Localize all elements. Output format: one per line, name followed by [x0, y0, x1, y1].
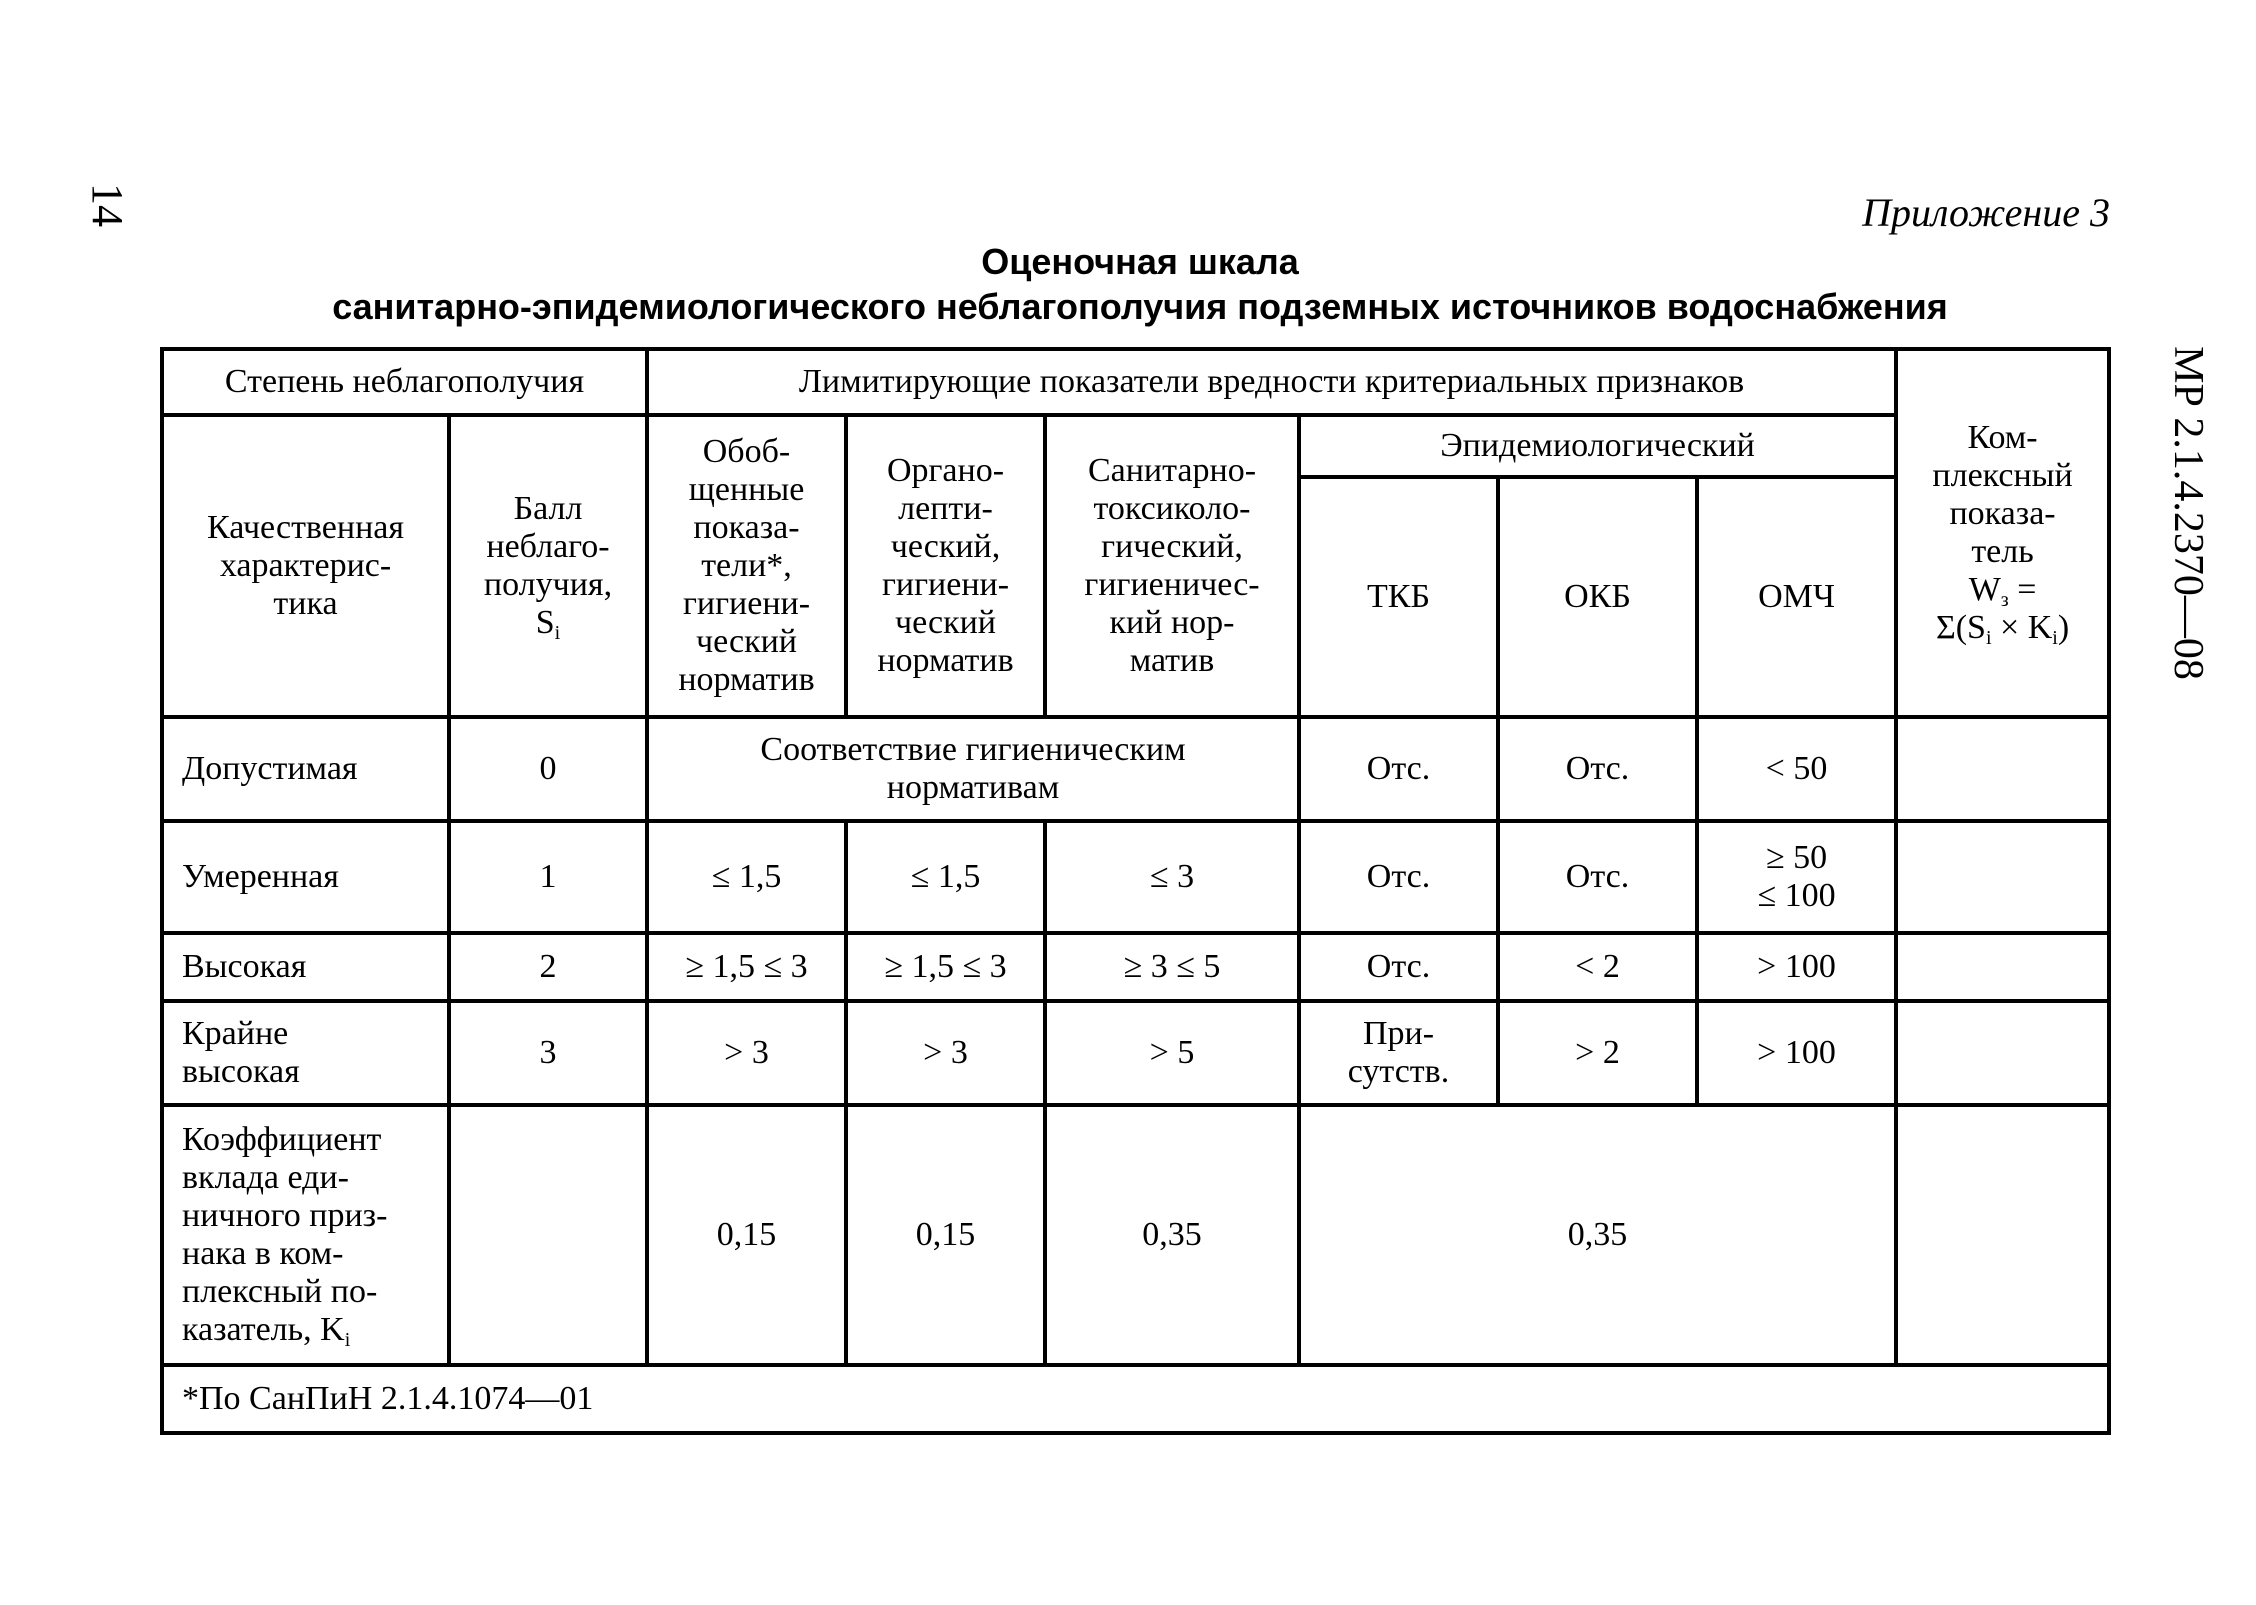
row-generalized: 0,15 — [647, 1105, 846, 1365]
header-qualitative: Качественная характерис- тика — [162, 415, 449, 717]
header-organoleptic: Органо- лепти- ческий, гигиени- ческий норматив — [846, 415, 1045, 717]
row-organoleptic: ≤ 1,5 — [846, 821, 1045, 933]
header-okb: ОКБ — [1498, 477, 1697, 717]
row-okb: Отс. — [1498, 717, 1697, 821]
row-merged-compliance: Соответствие гигиеническим нормативам — [647, 717, 1299, 821]
row-name: Умеренная — [162, 821, 449, 933]
row-score: 1 — [449, 821, 647, 933]
table-row — [162, 933, 2109, 1001]
row-name: Допустимая — [162, 717, 449, 821]
row-epidemiological: 0,35 — [1299, 1105, 1896, 1365]
table-title-line-1: Оценочная шкала — [981, 241, 1299, 282]
row-okb: Отс. — [1498, 821, 1697, 933]
table-row — [162, 717, 2109, 821]
row-tkb: Отс. — [1299, 821, 1498, 933]
row-generalized: > 3 — [647, 1001, 846, 1105]
header-limiting-indicators: Лимитирующие показатели вредности критериальных признаков — [647, 349, 1896, 415]
appendix-label: Приложение 3 — [1862, 190, 2110, 235]
row-complex — [1896, 821, 2109, 933]
table-row — [162, 1001, 2109, 1105]
header-degree: Степень неблагополучия — [162, 349, 647, 415]
row-tkb: Отс. — [1299, 717, 1498, 821]
row-generalized: ≥ 1,5 ≤ 3 — [647, 933, 846, 1001]
header-sanitary-toxicological: Санитарно- токсиколо- гический, гигиеничес- кий нор- матив — [1045, 415, 1299, 717]
row-score: 0 — [449, 717, 647, 821]
header-score: Балл неблаго- получия, $S_i$ — [449, 415, 647, 717]
row-tkb: При- сутств. — [1299, 1001, 1498, 1105]
document-code: МР 2.1.4.2370—08 — [2165, 346, 2211, 680]
row-generalized: ≤ 1,5 — [647, 821, 846, 933]
row-sanitary: ≥ 3 ≤ 5 — [1045, 933, 1299, 1001]
row-score: 2 — [449, 933, 647, 1001]
table-row — [162, 821, 2109, 933]
header-generalized: Обоб- щенные показа- тели*, гигиени- ческий норматив — [647, 415, 846, 717]
header-complex-indicator: Ком- плексный показа- тель $W_з$ = $\Sigma(S_i \times K_i)$ — [1896, 349, 2109, 717]
table-title-line-2: санитарно-эпидемиологического неблагополучия подземных источников водоснабжения — [332, 286, 1948, 327]
row-sanitary: ≤ 3 — [1045, 821, 1299, 933]
row-complex — [1896, 717, 2109, 821]
row-score — [449, 1105, 647, 1365]
footnote-row — [162, 1365, 2109, 1433]
row-okb: > 2 — [1498, 1001, 1697, 1105]
row-complex — [1896, 1105, 2109, 1365]
header-epidemiological: Эпидемиологический — [1299, 415, 1896, 477]
row-omch: < 50 — [1697, 717, 1896, 821]
row-sanitary: 0,35 — [1045, 1105, 1299, 1365]
row-name: Коэффициент вклада еди- ничного приз- нака в ком- плексный по- казатель, $K_i$ — [162, 1105, 449, 1365]
row-complex — [1896, 933, 2109, 1001]
row-okb: < 2 — [1498, 933, 1697, 1001]
row-omch: > 100 — [1697, 1001, 1896, 1105]
page-number: 14 — [83, 183, 132, 227]
footnote: *По СанПиН 2.1.4.1074—01 — [162, 1365, 2109, 1433]
row-omch: > 100 — [1697, 933, 1896, 1001]
row-sanitary: > 5 — [1045, 1001, 1299, 1105]
row-organoleptic: ≥ 1,5 ≤ 3 — [846, 933, 1045, 1001]
row-score: 3 — [449, 1001, 647, 1105]
row-omch: ≥ 50 ≤ 100 — [1697, 821, 1896, 933]
header-row-2 — [162, 415, 2109, 477]
row-name: Крайне высокая — [162, 1001, 449, 1105]
header-omch: ОМЧ — [1697, 477, 1896, 717]
row-complex — [1896, 1001, 2109, 1105]
table-row — [162, 1105, 2109, 1365]
header-tkb: ТКБ — [1299, 477, 1498, 717]
row-organoleptic: 0,15 — [846, 1105, 1045, 1365]
row-name: Высокая — [162, 933, 449, 1001]
row-tkb: Отс. — [1299, 933, 1498, 1001]
assessment-scale-table — [160, 347, 2111, 1435]
row-organoleptic: > 3 — [846, 1001, 1045, 1105]
header-row-1 — [162, 349, 2109, 415]
